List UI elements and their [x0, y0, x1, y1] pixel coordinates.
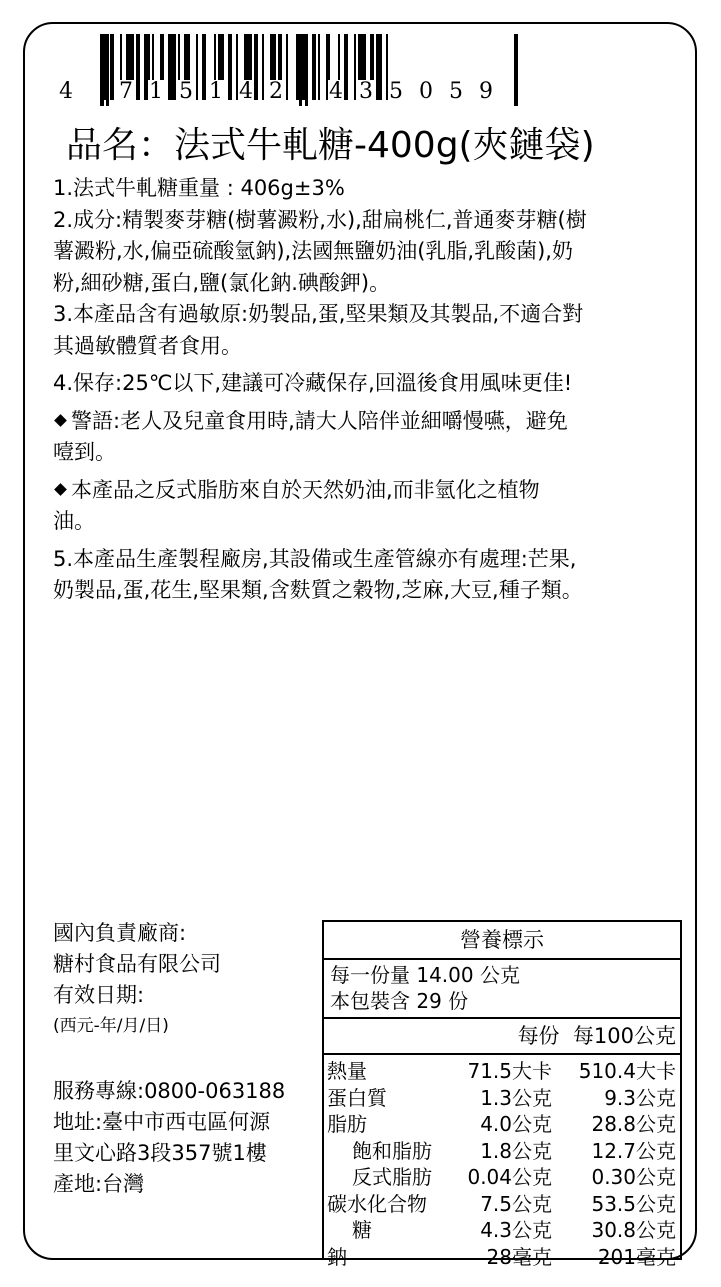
product-description	[53, 173, 683, 607]
nutrition-row	[324, 1058, 680, 1085]
nutrition-column-header: 每份 每100公克	[324, 1019, 680, 1055]
barcode-guard-bar	[299, 34, 302, 106]
nutrition-row	[324, 1085, 680, 1112]
barcode-bar	[344, 34, 348, 100]
description-line	[53, 331, 683, 363]
barcode	[54, 34, 524, 106]
address-line-2: 里文心路3段357號1樓	[53, 1141, 267, 1165]
servings-per-package: 本包裝含 29 份	[330, 989, 469, 1013]
description-text: 其過敏體質者食用。	[53, 333, 242, 358]
barcode-bar	[262, 34, 264, 100]
manufacturer-info	[53, 918, 285, 1200]
per-serving-value: 28毫克	[486, 1244, 552, 1269]
barcode-digit: 9	[479, 79, 493, 104]
description-text: 油。	[53, 509, 95, 533]
maker-name: 糖村食品有限公司	[53, 952, 221, 976]
serving-size: 每一份量 14.00 公克	[330, 963, 520, 987]
serving-info	[324, 960, 680, 1019]
per-serving-value: 1.8公克	[480, 1138, 552, 1163]
barcode-digit: 4	[239, 79, 253, 104]
description-line	[53, 205, 683, 237]
description-line	[53, 299, 683, 331]
nutrition-row	[324, 1138, 680, 1165]
nutrient-name: 脂肪	[327, 1112, 367, 1136]
expiry-format: (西元-年/月/日)	[53, 1016, 169, 1036]
description-text: 3.本產品含有過敏原:奶製品,蛋,堅果類及其製品,不適合對	[53, 302, 584, 326]
barcode-guard-bar	[100, 34, 104, 106]
description-line	[53, 437, 683, 469]
nutrient-name: 碳水化合物	[327, 1191, 427, 1216]
description-text: 粉,細砂糖,蛋白,鹽(氯化鈉.碘酸鉀)。	[53, 270, 391, 295]
description-text: 奶製品,蛋,花生,堅果類,含麩質之穀物,芝麻,大豆,種子類。	[53, 578, 583, 602]
nutrition-row	[324, 1164, 680, 1191]
barcode-digit: 4	[329, 79, 343, 104]
per-100g-value: 510.4大卡	[578, 1059, 676, 1083]
description-text: 本產品之反式脂肪來自於天然奶油,而非氫化之植物	[71, 477, 540, 502]
barcode-bar	[286, 34, 288, 100]
barcode-bar	[318, 34, 320, 100]
description-text: 2.成分:精製麥芽糖(樹薯澱粉,水),甜扁桃仁,普通麥芽糖(樹	[53, 207, 587, 232]
nutrition-row	[324, 1111, 680, 1138]
barcode-digit: 5	[449, 79, 463, 104]
expiry-label: 有效日期:	[53, 983, 145, 1007]
description-text: 4.保存:25℃以下,建議可冷藏保存,回溫後食用風味更佳!	[53, 371, 573, 395]
description-line	[53, 368, 683, 400]
nutrient-name: 鈉	[327, 1244, 347, 1269]
description-line	[53, 236, 683, 268]
nutrition-title: 營養標示	[324, 922, 680, 960]
nutrient-name: 糖	[352, 1218, 372, 1242]
nutrition-row	[324, 1217, 680, 1244]
nutrition-rows	[324, 1055, 680, 1270]
description-line	[53, 268, 683, 300]
barcode-bar	[354, 34, 356, 100]
nutrition-row	[324, 1244, 680, 1271]
barcode-bar	[254, 34, 258, 100]
per-serving-value: 1.3公克	[480, 1085, 552, 1110]
description-text: 5.本產品生產製程廠房,其設備或生產管線亦有處理:芒果,	[53, 546, 577, 571]
description-line	[53, 173, 683, 205]
service-hotline: 服務專線:0800-063188	[53, 1079, 286, 1103]
per-100g-value: 53.5公克	[591, 1191, 676, 1216]
barcode-guard-bar	[106, 34, 109, 106]
maker-label: 國內負責廠商:	[53, 921, 187, 945]
bullet-diamond-icon	[54, 483, 67, 496]
barcode-bar	[202, 34, 206, 100]
address-line-1: 地址:臺中市西屯區何源	[53, 1110, 271, 1134]
barcode-digit: 5	[389, 79, 403, 104]
product-title: 品名：法式牛軋糖-400g(夾鏈袋)	[66, 125, 595, 166]
description-text: 1.法式牛軋糖重量 : 406g±3%	[53, 176, 345, 200]
description-line	[53, 475, 683, 507]
per-serving-value: 7.5公克	[480, 1191, 552, 1216]
per-100g-value: 201毫克	[597, 1244, 676, 1269]
nutrient-name: 熱量	[327, 1059, 367, 1083]
barcode-bar	[376, 34, 382, 100]
nutrient-name: 蛋白質	[327, 1085, 387, 1110]
barcode-digit: 2	[269, 79, 283, 104]
barcode-bar	[228, 34, 232, 100]
description-text: 薯澱粉,水,偏亞硫酸氫鈉),法國無鹽奶油(乳脂,乳酸菌),奶	[53, 239, 573, 263]
per-serving-value: 71.5大卡	[467, 1059, 552, 1083]
per-serving-value: 0.04公克	[467, 1165, 552, 1189]
barcode-digit: 0	[419, 79, 433, 104]
barcode-digit: 4	[59, 79, 73, 104]
description-line	[53, 406, 683, 438]
barcode-bar	[168, 34, 176, 100]
barcode-bar	[312, 34, 316, 100]
per-100g-value: 12.7公克	[591, 1138, 676, 1163]
origin: 產地:台灣	[53, 1172, 145, 1196]
description-text: 噎到。	[53, 440, 116, 464]
description-line	[53, 506, 683, 538]
barcode-bar	[196, 34, 198, 100]
description-text: 警語:老人及兒童食用時,請大人陪伴並細嚼慢嚥，避免	[71, 408, 568, 433]
barcode-guard-bar	[305, 34, 308, 106]
per-serving-value: 4.3公克	[480, 1218, 552, 1242]
per-serving-value: 4.0公克	[480, 1112, 552, 1136]
per-100g-value: 28.8公克	[591, 1112, 676, 1136]
barcode-digit: 5	[179, 79, 193, 104]
barcode-digit: 7	[119, 79, 133, 104]
nutrient-name: 飽和脂肪	[352, 1138, 432, 1163]
per-100g-value: 30.8公克	[591, 1218, 676, 1242]
per-100g-value: 9.3公克	[604, 1085, 676, 1110]
nutrient-name: 反式脂肪	[352, 1165, 432, 1189]
per-100g-value: 0.30公克	[591, 1165, 676, 1189]
bullet-diamond-icon	[54, 414, 67, 427]
barcode-digit: 1	[149, 79, 163, 104]
barcode-digit: 3	[359, 79, 373, 104]
description-line	[53, 575, 683, 607]
barcode-guard-bar	[514, 34, 518, 106]
nutrition-row	[324, 1191, 680, 1218]
description-line	[53, 544, 683, 576]
barcode-bar	[136, 34, 140, 100]
barcode-bar	[110, 34, 114, 100]
barcode-digit: 1	[209, 79, 223, 104]
nutrition-table	[322, 920, 682, 1269]
